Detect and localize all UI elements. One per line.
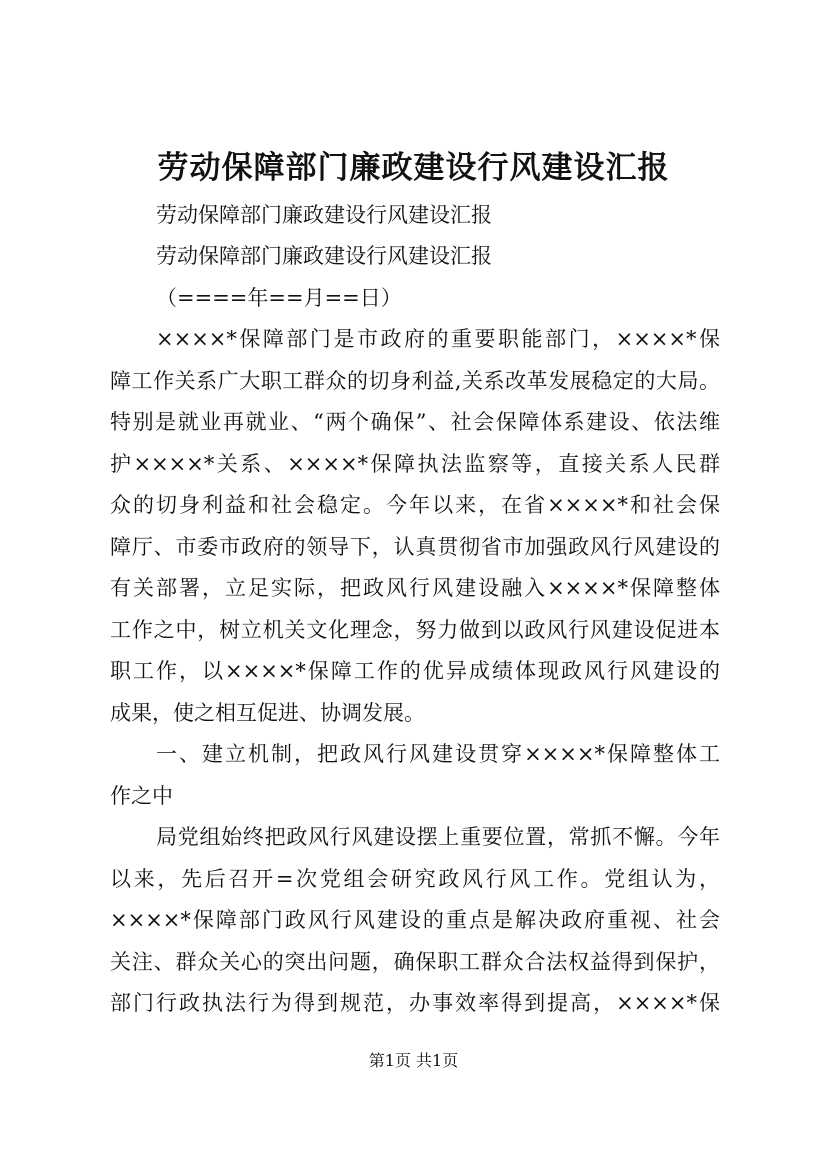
paragraph-line: ××××*保障部门政风行风建设的重点是解决政府重视、社会 [110,908,720,932]
paragraph-line: 有关部署，立足实际，把政风行风建设融入××××*保障整体 [110,576,720,600]
subtitle-line: 劳动保障部门廉政建设行风建设汇报 [156,203,492,227]
paragraph-line: 职工作，以××××*保障工作的优异成绩体现政风行风建设的 [110,659,720,683]
section-heading-line: 作之中 [110,784,173,808]
paragraph-line: 关注、群众关心的突出问题，确保职工群众合法权益得到保护， [110,950,720,974]
page-footer: 第1页 共1页 [368,1051,459,1070]
paragraph-line: 成果，使之相互促进、协调发展。 [110,701,425,725]
paragraph-line: ××××*保障部门是市政府的重要职能部门，××××*保 [156,327,720,351]
page-title: 劳动保障部门廉政建设行风建设汇报 [157,150,670,186]
paragraph-line: 众的切身利益和社会稳定。今年以来，在省××××*和社会保 [110,493,720,517]
paragraph-line: 护××××*关系、××××*保障执法监察等，直接关系人民群 [110,452,720,476]
subtitle-line: 劳动保障部门廉政建设行风建设汇报 [156,244,492,268]
section-heading-line: 一、建立机制，把政风行风建设贯穿××××*保障整体工 [156,742,720,766]
paragraph-line: 以来，先后召开=次党组会研究政风行风工作。党组认为， [110,867,720,891]
paragraph-line: 障厅、市委市政府的领导下，认真贯彻省市加强政风行风建设的 [110,535,720,559]
date-line: （====年==月==日） [156,286,402,310]
paragraph-line: 部门行政执法行为得到规范，办事效率得到提高，××××*保 [110,991,720,1015]
paragraph-line: 特别是就业再就业、“两个确保”、社会保障体系建设、依法维 [110,410,720,434]
paragraph-line: 障工作关系广大职工群众的切身利益,关系改革发展稳定的大局。 [110,369,720,393]
paragraph-line: 工作之中，树立机关文化理念，努力做到以政风行风建设促进本 [110,618,720,642]
paragraph-line: 局党组始终把政风行风建设摆上重要位置，常抓不懈。今年 [156,825,720,849]
